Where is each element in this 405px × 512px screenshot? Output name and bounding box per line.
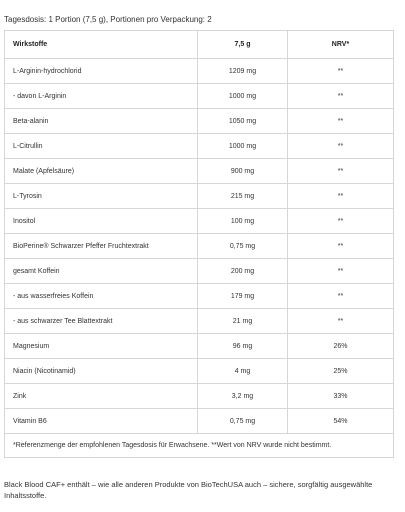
ingredient-nrv: 33% xyxy=(288,384,394,409)
ingredient-amount: 1209 mg xyxy=(198,59,288,84)
ingredient-name: L-Arginin-hydrochlorid xyxy=(5,59,198,84)
table-row xyxy=(5,259,394,284)
ingredient-nrv: ** xyxy=(288,109,394,134)
ingredient-nrv: ** xyxy=(288,184,394,209)
ingredient-name: Zink xyxy=(5,384,198,409)
ingredient-nrv: 25% xyxy=(288,359,394,384)
ingredient-name: Niacin (Nicotinamid) xyxy=(5,359,198,384)
table-row xyxy=(5,334,394,359)
ingredient-amount: 0,75 mg xyxy=(198,234,288,259)
ingredient-nrv: ** xyxy=(288,234,394,259)
table-row xyxy=(5,59,394,84)
ingredient-nrv: ** xyxy=(288,259,394,284)
ingredient-nrv: ** xyxy=(288,84,394,109)
ingredient-name: Malate (Apfelsäure) xyxy=(5,159,198,184)
ingredient-name: gesamt Koffein xyxy=(5,259,198,284)
ingredient-name: - davon L-Arginin xyxy=(5,84,198,109)
table-footnote: *Referenzmenge der empfohlenen Tagesdosis für Erwachsene. **Wert von NRV wurde nicht bestimmt. xyxy=(5,434,394,458)
table-row xyxy=(5,309,394,334)
ingredient-amount: 3,2 mg xyxy=(198,384,288,409)
ingredient-amount: 1000 mg xyxy=(198,84,288,109)
ingredient-amount: 179 mg xyxy=(198,284,288,309)
header-nrv: NRV* xyxy=(288,31,394,59)
table-row xyxy=(5,409,394,434)
header-amount: 7,5 g xyxy=(198,31,288,59)
ingredient-amount: 1000 mg xyxy=(198,134,288,159)
table-row xyxy=(5,209,394,234)
ingredient-amount: 900 mg xyxy=(198,159,288,184)
ingredient-name: Vitamin B6 xyxy=(5,409,198,434)
ingredient-amount: 4 mg xyxy=(198,359,288,384)
table-row xyxy=(5,284,394,309)
ingredient-nrv: 54% xyxy=(288,409,394,434)
footnote-row xyxy=(5,434,394,458)
nutrition-table xyxy=(4,30,394,458)
closing-text: Black Blood CAF+ enthält – wie alle anderen Produkte von BioTechUSA auch – sichere, sorgfältig ausgewählte Inhaltsstoffe. xyxy=(4,480,373,500)
nutrition-table-container xyxy=(4,30,393,458)
ingredient-name: L-Citrullin xyxy=(5,134,198,159)
header-ingredients: Wirkstoffe xyxy=(5,31,198,59)
ingredient-amount: 21 mg xyxy=(198,309,288,334)
table-row xyxy=(5,159,394,184)
ingredient-name: BioPerine® Schwarzer Pfeffer Fruchtextrakt xyxy=(5,234,198,259)
table-header-row xyxy=(5,31,394,59)
table-row xyxy=(5,184,394,209)
ingredient-amount: 215 mg xyxy=(198,184,288,209)
table-row xyxy=(5,109,394,134)
ingredient-name: - aus wasserfreies Koffein xyxy=(5,284,198,309)
ingredient-name: L-Tyrosin xyxy=(5,184,198,209)
ingredient-amount: 0,75 mg xyxy=(198,409,288,434)
ingredient-nrv: ** xyxy=(288,209,394,234)
table-row xyxy=(5,359,394,384)
ingredient-nrv: ** xyxy=(288,284,394,309)
dosage-info: Tagesdosis: 1 Portion (7,5 g), Portionen pro Verpackung: 2 xyxy=(4,15,212,24)
ingredient-nrv: ** xyxy=(288,159,394,184)
ingredient-name: Beta-alanin xyxy=(5,109,198,134)
ingredient-name: Magnesium xyxy=(5,334,198,359)
ingredient-name: Inositol xyxy=(5,209,198,234)
ingredient-amount: 100 mg xyxy=(198,209,288,234)
ingredient-nrv: ** xyxy=(288,309,394,334)
ingredient-nrv: 26% xyxy=(288,334,394,359)
table-body xyxy=(5,59,394,434)
table-row xyxy=(5,234,394,259)
table-row xyxy=(5,134,394,159)
table-row xyxy=(5,84,394,109)
ingredient-amount: 96 mg xyxy=(198,334,288,359)
ingredient-nrv: ** xyxy=(288,59,394,84)
ingredient-nrv: ** xyxy=(288,134,394,159)
ingredient-amount: 200 mg xyxy=(198,259,288,284)
table-row xyxy=(5,384,394,409)
ingredient-name: - aus schwarzer Tee Blattextrakt xyxy=(5,309,198,334)
ingredient-amount: 1050 mg xyxy=(198,109,288,134)
